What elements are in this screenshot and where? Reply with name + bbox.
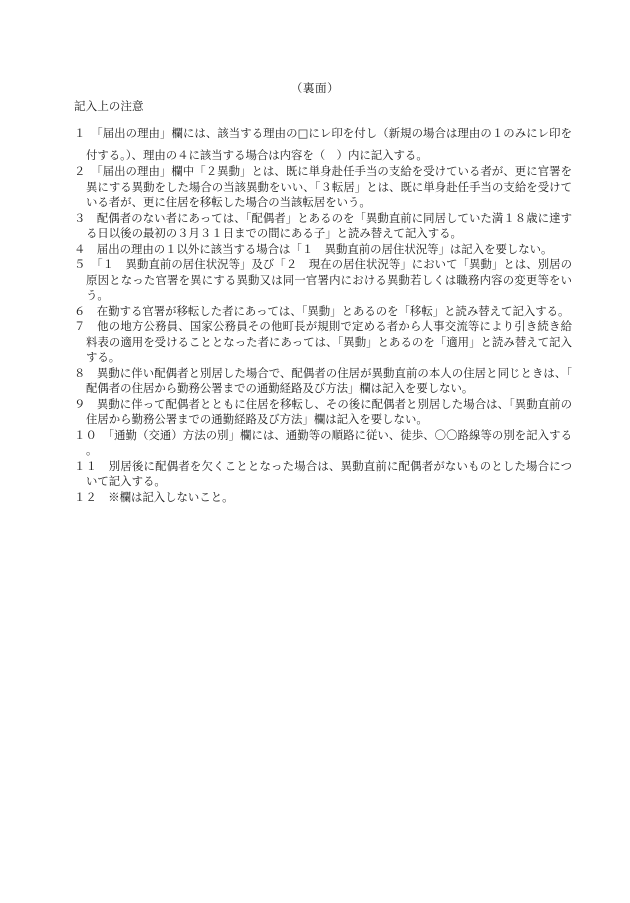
note-number: ３: [74, 210, 97, 225]
note-item: [74, 459, 572, 490]
note-text: ※欄は記入しないこと。: [108, 489, 234, 504]
note-item: [74, 428, 572, 459]
note-text: 「届出の理由」欄中「２異動」とは、既に単身赴任手当の支給を受けている者が、更に官署を異にする異動をした場合の当該異動をいい、「３転居」とは、既に単身赴任手当の支給を受けている者が、更に住居を移転した場合の当該転居をいう。: [86, 164, 572, 209]
note-item: [74, 122, 572, 166]
note-number: ６: [74, 303, 97, 318]
note-text: 「届出の理由」欄には、該当する理由の□にレ印を付し（新規の場合は理由の１のみにレ印を付する。）、理由の４に該当する場合は内容を（ ）内に記入する。: [86, 126, 572, 162]
note-item: [74, 304, 572, 320]
note-number: ８: [74, 365, 97, 380]
note-item: [74, 242, 572, 258]
note-text: 「通勤（交通）方法の別」欄には、通勤等の順路に従い、徒歩、〇〇路線等の別を記入する。: [86, 427, 572, 457]
note-item: [74, 397, 572, 428]
note-item: [74, 490, 572, 506]
note-number: ５: [74, 257, 97, 271]
note-number: １２: [74, 489, 109, 504]
note-number: １: [74, 126, 97, 140]
note-item: [74, 164, 572, 211]
section-heading: 記入上の注意: [74, 99, 144, 113]
note-text: 異動に伴って配偶者とともに住居を移転し、その後に配偶者と別居した場合は、「異動直前の住居から勤務公署までの通勤経路及び方法」欄は記入を要しない。: [86, 396, 572, 426]
note-item: [74, 257, 572, 304]
note-number: ９: [74, 396, 97, 411]
note-text: 異動に伴い配偶者と別居した場合で、配偶者の住居が異動直前の本人の住居と同じときは、「配偶者の住居から勤務公署までの通勤経路及び方法」欄は記入を要しない。: [86, 365, 572, 395]
note-text: 「１ 異動直前の居住状況等」及び「２ 現在の居住状況等」において「異動」とは、別居の原因となった官署を異にする異動又は同一官署内における異動若しくは職務内容の変更等をいう。: [86, 257, 572, 302]
notes-list: [74, 122, 572, 505]
note-number: ７: [74, 319, 98, 333]
note-item: [74, 366, 572, 397]
note-item: [74, 211, 572, 242]
note-text: 配偶者のない者にあっては、「配偶者」とあるのを「異動直前に同居していた満１８歳に達する日以後の最初の３月３１日までの間にある子」と読み替えて記入する。: [86, 210, 572, 240]
note-text: 別居後に配偶者を欠くこととなった場合は、異動直前に配偶者がないものとした場合について記入する。: [86, 458, 572, 488]
note-number: １１: [74, 458, 109, 473]
note-number: ４: [74, 241, 97, 256]
note-number: ２: [74, 164, 97, 178]
page-title: （裏面）: [290, 81, 340, 95]
note-text: 在勤する官署が移転した者にあっては、「異動」とあるのを「移転」と読み替えて記入する。: [96, 303, 570, 318]
note-number: １０: [74, 427, 109, 442]
note-item: [74, 319, 572, 366]
note-text: 他の地方公務員、国家公務員その他町長が規則で定める者から人事交流等により引き続き給料表の適用を受けることとなった者にあっては、「異動」とあるのを「適用」と読み替えて記入する。: [86, 319, 572, 364]
note-text: 届出の理由の１以外に該当する場合は「１ 異動直前の居住状況等」は記入を要しない。: [96, 241, 553, 256]
